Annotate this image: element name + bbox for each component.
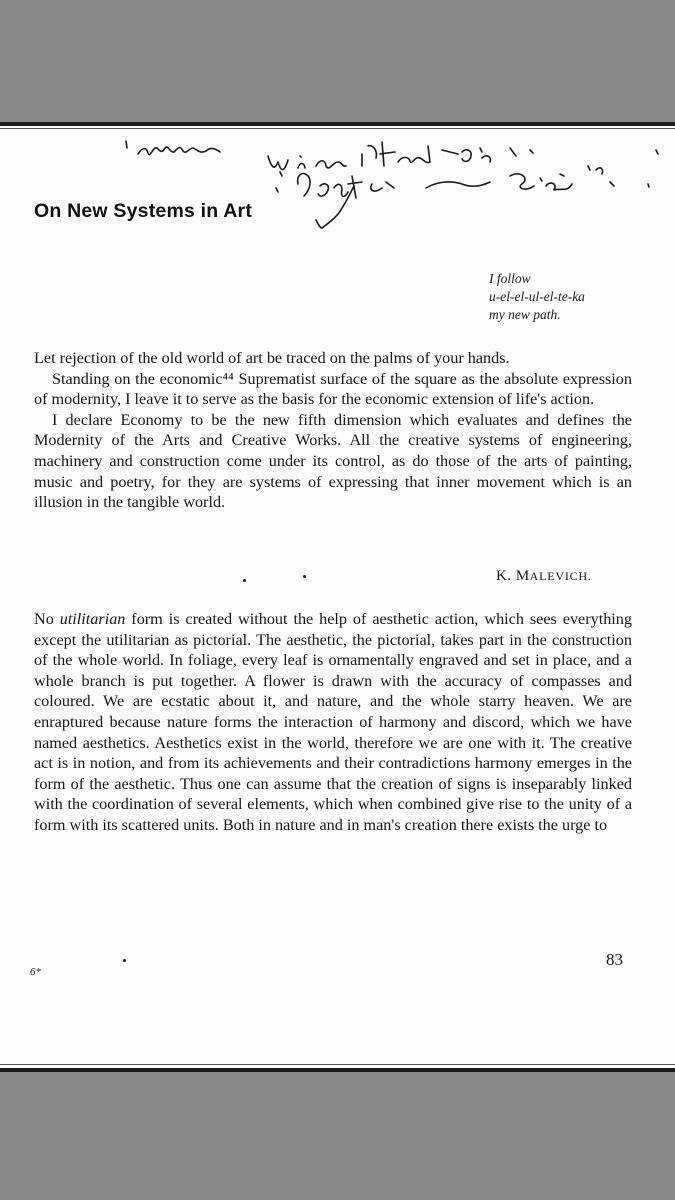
paragraph: Let rejection of the old world of art be traced on the palms of your hands. <box>34 349 510 367</box>
viewer-background-top <box>0 0 675 122</box>
paragraph-body: form is created without the help of aesthetic action, which sees everything except the utilitarian as pictorial. The aesthetic, the pictorial, takes part in the construction of the whole world. In foliage, every leaf is ornamentally engraved and set in place, and a whole branch is put together. A flower is drawn with the accuracy of compasses and coloured. We are ecstatic about it, and nature, and the whole starry heaven. We are enraptured because nature forms the interaction of harmony and discord, which we have named aesthetics. Aesthetics exist in the world, therefore we are one with it. The creative act is in notion, and from its achievements and their contradictions harmony emerges in the form of the aesthetic. Thus one can assume that the creation of signs is inseparably linked with the coordination of several elements, which when combined give rise to the unity of a form with its scattered units. Both in nature and in man's creation there exists the urge to <box>34 610 632 834</box>
signature-initial: K. M <box>496 568 530 584</box>
paragraph-lead: No <box>34 610 60 628</box>
paragraph: I declare Economy to be the new fifth dimension which evaluates and defines the Modernity of the Arts and Creative Works. All the creative systems of engineering, machinery and construction come under its control, as do those of the arts of painting, music and poetry, for they are systems of expressing that inner movement which is an illusion in the tangible world. <box>34 410 632 512</box>
book-page <box>0 122 675 1072</box>
page-number: 83 <box>606 950 623 969</box>
paragraph <box>34 609 632 836</box>
epigraph <box>489 270 585 324</box>
emphasis: utilitarian <box>59 610 126 628</box>
chapter-title: On New Systems in Art <box>34 200 253 222</box>
epigraph-line: my new path. <box>489 307 561 322</box>
author-signature <box>496 568 592 585</box>
essay-text <box>34 609 632 836</box>
signature-name: ALEVICH. <box>529 569 592 583</box>
manifesto-text <box>34 348 632 513</box>
printer-signature-mark: 6* <box>30 966 41 978</box>
epigraph-line: I follow <box>489 271 531 286</box>
epigraph-line: u-el-el-ul-el-te-ka <box>489 289 585 304</box>
viewer-background-bottom <box>0 1072 675 1200</box>
paragraph: Standing on the economic⁴⁴ Suprematist surface of the square as the absolute expression of modernity, I leave it to serve as the basis for the economic extension of life's action. <box>34 369 632 409</box>
